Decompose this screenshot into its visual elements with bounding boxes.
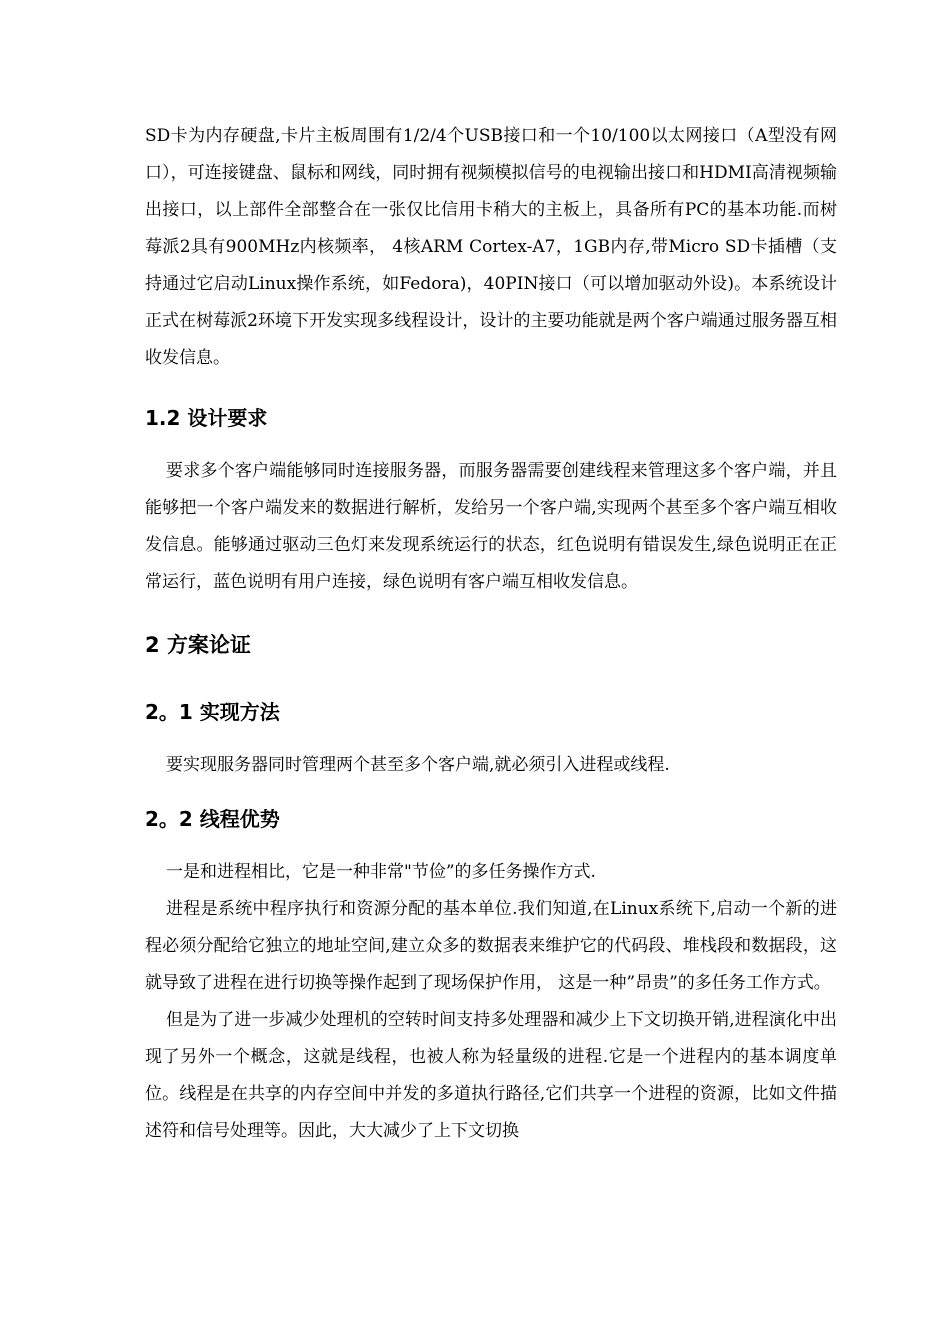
requirements-paragraph: 要求多个客户端能够同时连接服务器，而服务器需要创建线程来管理这多个客户端，并且能够把一个客户端发来的数据进行解析，发给另一个客户端,实现两个甚至多个客户端互相收发信息。能够通过驱动三色灯来发现系统运行的状态，红色说明有错误发生,绿色说明正在正常运行，蓝色说明有用户连接，绿色说明有客户端互相收发信息。 (145, 461, 837, 592)
advantage-paragraph-1: 一是和进程相比，它是一种非常"节俭”的多任务操作方式. (166, 862, 596, 882)
intro-paragraph: SD卡为内存硬盘,卡片主板周围有1/2/4个USB接口和一个10/100以太网接口（A型没有网口），可连接键盘、鼠标和网线，同时拥有视频模拟信号的电视输出接口和HDMI高清视频输出接口，以上部件全部整合在一张仅比信用卡稍大的主板上，具备所有PC的基本功能.而树莓派2具有900MHz内核频率， 4核ARM Cortex-A7，1GB内存,带Micro SD卡插槽（支持通过它启动Linux操作系统，如Fedora)，40PIN接口（可以增加驱动外设)。本系统设计正式在树莓派2环境下开发实现多线程设计，设计的主要功能就是两个客户端通过服务器互相收发信息。 (145, 126, 837, 368)
advantage-paragraph-3: 但是为了进一步减少处理机的空转时间支持多处理器和减少上下文切换开销,进程演化中出现了另外一个概念，这就是线程，也被人称为轻量级的进程.它是一个进程内的基本调度单位。线程是在共享的内存空间中并发的多道执行路径,它们共享一个进程的资源，比如文件描述符和信号处理等。因此，大大减少了上下文切换 (145, 1010, 837, 1141)
section-heading-2: 2 方案论证 (145, 633, 251, 657)
document-page (145, 118, 837, 1150)
section-heading-2-2: 2。2 线程优势 (145, 807, 280, 831)
method-paragraph: 要实现服务器同时管理两个甚至多个客户端,就必须引入进程或线程. (166, 755, 670, 775)
advantage-paragraph-2: 进程是系统中程序执行和资源分配的基本单位.我们知道,在Linux系统下,启动一个新的进程必须分配给它独立的地址空间,建立众多的数据表来维护它的代码段、堆栈段和数据段，这就导致了进程在进行切换等操作起到了现场保护作用， 这是一种”昂贵”的多任务工作方式。 (145, 899, 837, 993)
section-heading-1-2: 1.2 设计要求 (145, 406, 268, 430)
section-heading-2-1: 2。1 实现方法 (145, 700, 280, 724)
